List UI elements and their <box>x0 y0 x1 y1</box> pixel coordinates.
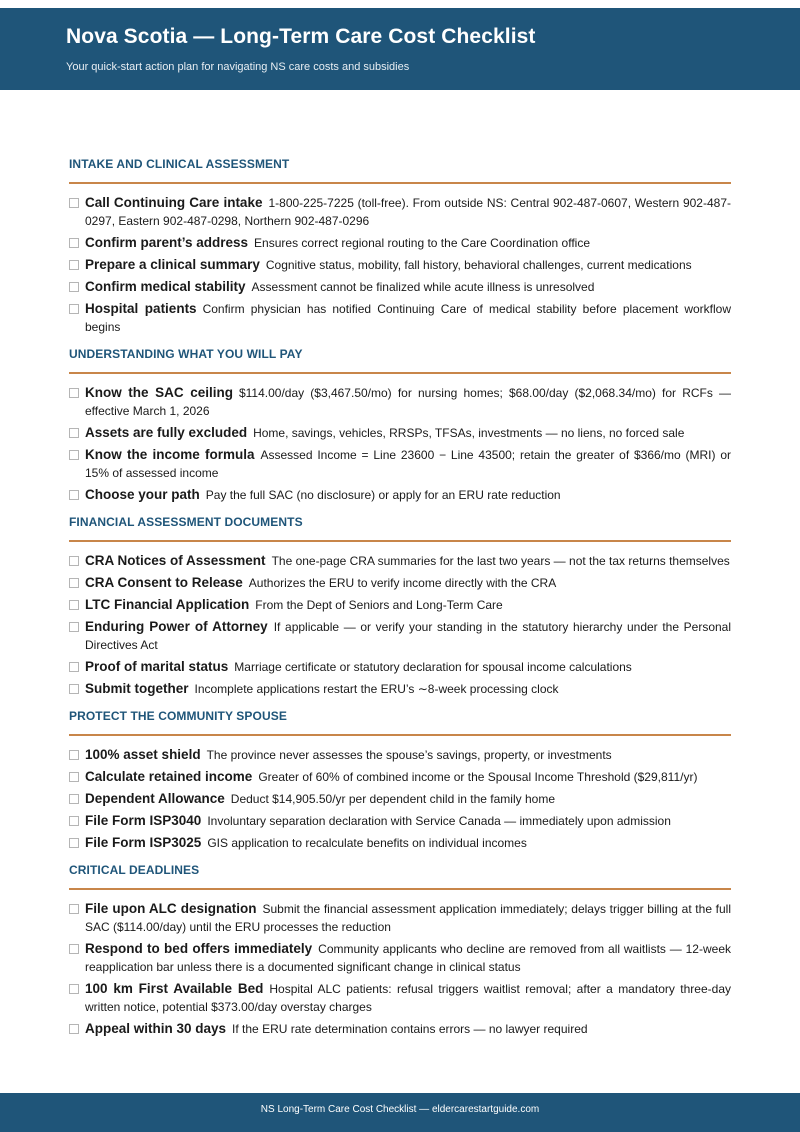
item-title: Prepare a clinical summary <box>85 257 260 272</box>
item-text <box>85 574 731 592</box>
checkbox-icon[interactable] <box>69 944 79 954</box>
checkbox-icon[interactable] <box>69 238 79 248</box>
item-text <box>85 1020 731 1038</box>
item-text <box>85 746 731 764</box>
item-title: File Form ISP3040 <box>85 813 202 828</box>
checklist-section <box>69 708 731 852</box>
section-title: PROTECT THE COMMUNITY SPOUSE <box>69 709 287 723</box>
item-description: 1-800-225-7225 (toll-free). From outside NS: Central 902-487-0607, Western 902-487-0297, Eastern 902-487-0298, Northern 902-487-0296 <box>85 196 731 228</box>
checkbox-icon[interactable] <box>69 750 79 760</box>
page-subtitle: Your quick-start action plan for navigating NS care costs and subsidies <box>66 61 410 73</box>
checklist-section <box>69 514 731 698</box>
checkbox-icon[interactable] <box>69 772 79 782</box>
checkbox-icon[interactable] <box>69 388 79 398</box>
checkbox-icon[interactable] <box>69 662 79 672</box>
checkbox-icon[interactable] <box>69 556 79 566</box>
item-title: LTC Financial Application <box>85 597 250 612</box>
item-title: File Form ISP3025 <box>85 835 202 850</box>
checkbox-icon[interactable] <box>69 578 79 588</box>
checklist-item <box>69 618 731 654</box>
checklist-item <box>69 680 731 698</box>
item-text <box>85 790 731 808</box>
item-text <box>85 234 731 252</box>
section-title: FINANCIAL ASSESSMENT DOCUMENTS <box>69 515 303 529</box>
checkbox-icon[interactable] <box>69 838 79 848</box>
item-text <box>85 812 731 830</box>
checklist-section <box>69 156 731 336</box>
section-divider <box>69 888 731 890</box>
checkbox-icon[interactable] <box>69 450 79 460</box>
item-description: Confirm physician has notified Continuing Care of medical stability before placement workflow begins <box>85 302 732 334</box>
item-title: Choose your path <box>85 487 200 502</box>
item-title: Assets are fully excluded <box>85 425 248 440</box>
checklist-item <box>69 658 731 676</box>
item-text <box>85 940 731 976</box>
item-description: Ensures correct regional routing to the Care Coordination office <box>254 236 591 250</box>
item-description: Home, savings, vehicles, RRSPs, TFSAs, investments — no liens, no forced sale <box>253 426 685 440</box>
item-description: Incomplete applications restart the ERU’s ∼8-week processing clock <box>194 682 559 696</box>
section-title: UNDERSTANDING WHAT YOU WILL PAY <box>69 347 303 361</box>
checklist-item <box>69 834 731 852</box>
item-text <box>85 446 731 482</box>
item-description: Marriage certificate or statutory declaration for spousal income calculations <box>234 660 632 674</box>
item-text <box>85 424 731 442</box>
item-title: 100 km First Available Bed <box>85 981 264 996</box>
item-description: Deduct $14,905.50/yr per dependent child in the family home <box>230 792 555 806</box>
section-divider <box>69 734 731 736</box>
item-title: Confirm parent’s address <box>85 235 249 250</box>
item-text <box>85 256 731 274</box>
checkbox-icon[interactable] <box>69 794 79 804</box>
item-title: Hospital patients <box>85 301 197 316</box>
item-title: Call Continuing Care intake <box>85 195 263 210</box>
item-text <box>85 680 731 698</box>
item-text <box>85 980 731 1016</box>
item-text <box>85 900 731 936</box>
page-footer <box>0 1093 800 1132</box>
item-description: GIS application to recalculate benefits on individual incomes <box>207 836 527 850</box>
item-title: CRA Notices of Assessment <box>85 553 266 568</box>
checklist-item <box>69 552 731 570</box>
item-description: Pay the full SAC (no disclosure) or apply for an ERU rate reduction <box>205 488 561 502</box>
checkbox-icon[interactable] <box>69 428 79 438</box>
checklist-section <box>69 862 731 1038</box>
checkbox-icon[interactable] <box>69 600 79 610</box>
item-description: The province never assesses the spouse’s savings, property, or investments <box>206 748 612 762</box>
checklist-item <box>69 424 731 442</box>
item-title: Enduring Power of Attorney <box>85 619 268 634</box>
checklist-item <box>69 940 731 976</box>
checkbox-icon[interactable] <box>69 260 79 270</box>
item-text <box>85 278 731 296</box>
item-title: Dependent Allowance <box>85 791 225 806</box>
checklist-item <box>69 812 731 830</box>
item-description: Community applicants who decline are removed from all waitlists — 12-week reapplication bar unless there is a documented significant change in clinical status <box>85 942 731 974</box>
item-title: Know the SAC ceiling <box>85 385 233 400</box>
item-title: Calculate retained income <box>85 769 253 784</box>
item-title: Submit together <box>85 681 189 696</box>
section-divider <box>69 540 731 542</box>
item-description: If the ERU rate determination contains errors — no lawyer required <box>232 1022 588 1036</box>
item-title: Confirm medical stability <box>85 279 246 294</box>
checklist-item <box>69 300 731 336</box>
checkbox-icon[interactable] <box>69 490 79 500</box>
item-description: If applicable — or verify your standing in the statutory hierarchy under the Personal Directives Act <box>85 620 732 652</box>
section-divider <box>69 372 731 374</box>
item-text <box>85 384 731 420</box>
checklist-content <box>0 90 800 1038</box>
item-title: CRA Consent to Release <box>85 575 243 590</box>
section-title: INTAKE AND CLINICAL ASSESSMENT <box>69 157 290 171</box>
checklist-item <box>69 980 731 1016</box>
checklist-item <box>69 446 731 482</box>
item-description: Greater of 60% of combined income or the Spousal Income Threshold ($29,811/yr) <box>258 770 698 784</box>
checklist-item <box>69 790 731 808</box>
checkbox-icon[interactable] <box>69 1024 79 1034</box>
checklist-item <box>69 256 731 274</box>
checklist-item <box>69 384 731 420</box>
item-description: The one-page CRA summaries for the last two years — not the tax returns themselves <box>271 554 730 568</box>
item-text <box>85 658 731 676</box>
checklist-section <box>69 346 731 504</box>
page-header <box>0 8 800 90</box>
section-title: CRITICAL DEADLINES <box>69 863 200 877</box>
checkbox-icon[interactable] <box>69 198 79 208</box>
item-text <box>85 194 731 230</box>
checklist-item <box>69 194 731 230</box>
checklist-item <box>69 486 731 504</box>
item-text <box>85 596 731 614</box>
checkbox-icon[interactable] <box>69 816 79 826</box>
checklist-item <box>69 768 731 786</box>
footer-text: NS Long-Term Care Cost Checklist — eldercarestartguide.com <box>260 1104 540 1115</box>
item-description: Submit the financial assessment application immediately; delays trigger billing at the full SAC ($114.00/day) until the ERU processes the reduction <box>85 902 731 934</box>
checklist-item <box>69 278 731 296</box>
item-text <box>85 300 731 336</box>
checkbox-icon[interactable] <box>69 684 79 694</box>
item-description: Hospital ALC patients: refusal triggers waitlist removal; after a mandatory three-day written notice, potential $373.00/day overstay charges <box>85 982 731 1014</box>
item-text <box>85 618 731 654</box>
item-title: Know the income formula <box>85 447 255 462</box>
item-description: $114.00/day ($3,467.50/mo) for nursing homes; $68.00/day ($2,068.34/mo) for RCFs — effective March 1, 2026 <box>85 386 732 418</box>
item-description: Cognitive status, mobility, fall history, behavioral challenges, current medications <box>265 258 692 272</box>
item-description: Assessment cannot be finalized while acute illness is unresolved <box>251 280 595 294</box>
item-text <box>85 552 731 570</box>
section-divider <box>69 182 731 184</box>
item-title: Respond to bed offers immediately <box>85 941 313 956</box>
checklist-item <box>69 596 731 614</box>
page-title: Nova Scotia — Long-Term Care Cost Checklist <box>66 25 536 48</box>
item-title: Proof of marital status <box>85 659 229 674</box>
checkbox-icon[interactable] <box>69 622 79 632</box>
item-description: Involuntary separation declaration with Service Canada — immediately upon admission <box>207 814 671 828</box>
item-description: Assessed Income = Line 23600 − Line 43500; retain the greater of $366/mo (MRI) or 15% of assessed income <box>85 448 731 480</box>
checkbox-icon[interactable] <box>69 904 79 914</box>
checkbox-icon[interactable] <box>69 282 79 292</box>
item-text <box>85 768 731 786</box>
checklist-item <box>69 746 731 764</box>
item-description: Authorizes the ERU to verify income directly with the CRA <box>248 576 557 590</box>
top-margin <box>0 0 800 8</box>
checkbox-icon[interactable] <box>69 304 79 314</box>
item-title: 100% asset shield <box>85 747 201 762</box>
item-title: Appeal within 30 days <box>85 1021 227 1036</box>
checklist-item <box>69 574 731 592</box>
checklist-item <box>69 1020 731 1038</box>
item-text <box>85 486 731 504</box>
checkbox-icon[interactable] <box>69 984 79 994</box>
item-text <box>85 834 731 852</box>
checklist-item <box>69 234 731 252</box>
item-description: From the Dept of Seniors and Long-Term Care <box>255 598 503 612</box>
checklist-item <box>69 900 731 936</box>
item-title: File upon ALC designation <box>85 901 257 916</box>
